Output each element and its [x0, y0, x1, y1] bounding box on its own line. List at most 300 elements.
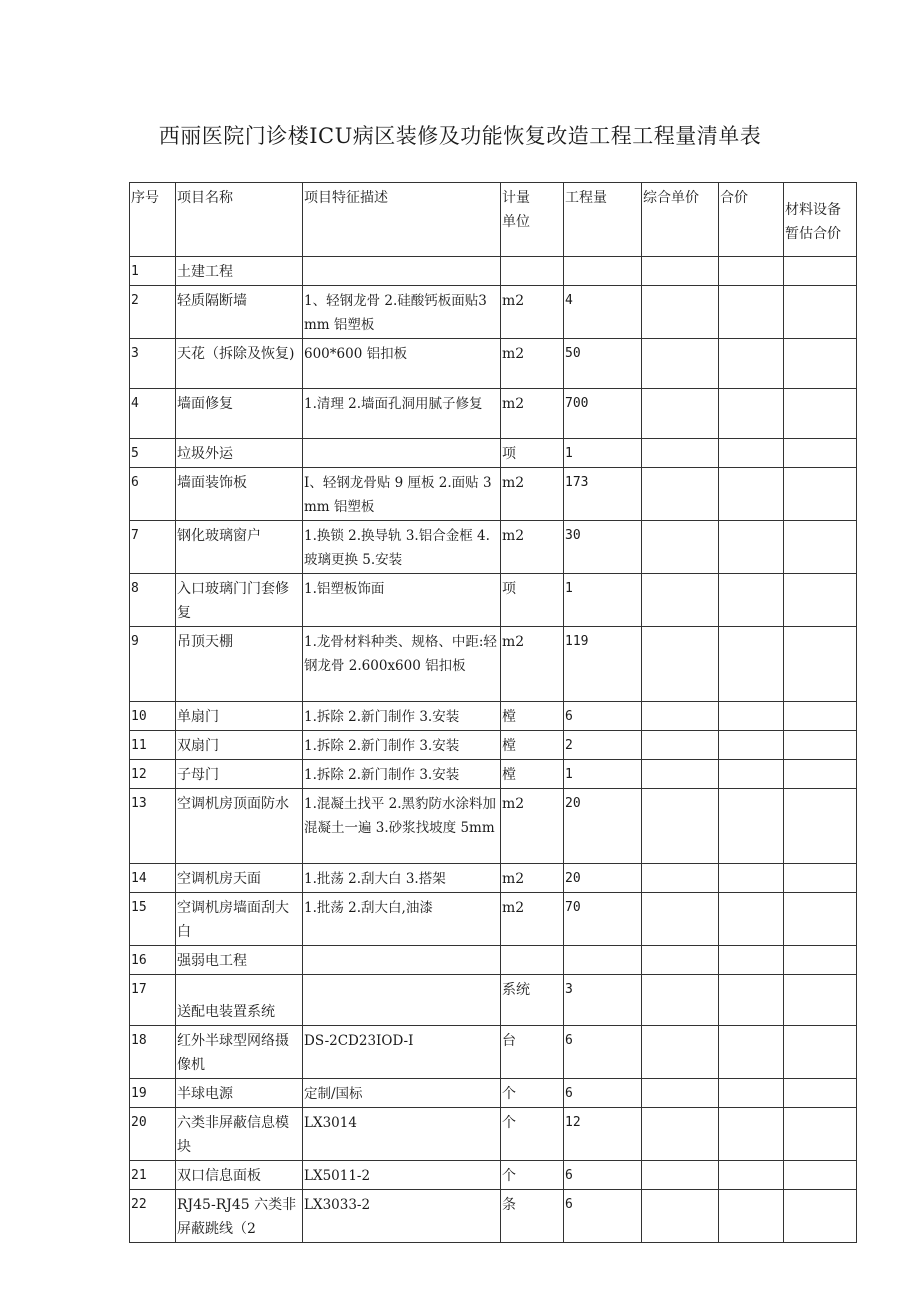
cell-total [719, 389, 784, 439]
cell-qty [564, 789, 642, 864]
cell-seq [130, 1026, 176, 1079]
cell-name [176, 1079, 303, 1108]
table-row [130, 439, 857, 468]
cell-total [719, 439, 784, 468]
cell-unit [501, 1026, 564, 1079]
cell-unit-text: 系统 [502, 982, 530, 998]
cell-desc [303, 468, 501, 521]
cell-unit-text: 条 [502, 1197, 516, 1213]
cell-qty-text: 50 [565, 346, 581, 361]
cell-total [719, 574, 784, 627]
cell-seq [130, 1108, 176, 1161]
cell-total [719, 702, 784, 731]
cell-material [784, 1026, 857, 1079]
cell-material [784, 946, 857, 975]
cell-unit [501, 1108, 564, 1161]
cell-unit [501, 760, 564, 789]
cell-qty [564, 975, 642, 1026]
cell-seq-text: 12 [131, 767, 147, 782]
header-seq: 序号 [130, 183, 176, 257]
cell-seq [130, 760, 176, 789]
cell-qty-text: 173 [565, 475, 589, 490]
cell-material [784, 1108, 857, 1161]
table-row [130, 864, 857, 893]
cell-unit [501, 893, 564, 946]
cell-qty-text: 1 [565, 767, 573, 782]
cell-name [176, 468, 303, 521]
cell-unit-text: 个 [502, 1086, 516, 1102]
cell-qty [564, 702, 642, 731]
cell-qty-text: 119 [565, 634, 589, 649]
table-row [130, 574, 857, 627]
cell-desc [303, 1079, 501, 1108]
cell-qty [564, 1190, 642, 1243]
cell-qty [564, 1026, 642, 1079]
cell-unit [501, 439, 564, 468]
cell-material [784, 975, 857, 1026]
cell-unit-text: m2 [502, 346, 525, 362]
cell-name [176, 893, 303, 946]
cell-qty-text: 6 [565, 709, 573, 724]
cell-desc-text: 1.拆除 2.新门制作 3.安装 [304, 738, 460, 754]
cell-unit-price [642, 439, 719, 468]
header-total: 合价 [719, 183, 784, 257]
table-row [130, 627, 857, 702]
header-desc: 项目特征描述 [303, 183, 501, 257]
table-row [130, 760, 857, 789]
cell-seq [130, 574, 176, 627]
header-material-line2: 暂估合价 [785, 226, 841, 242]
cell-desc [303, 1190, 501, 1243]
cell-seq-text: 10 [131, 709, 147, 724]
header-unit-line2: 单位 [502, 214, 530, 230]
table-row [130, 789, 857, 864]
cell-qty [564, 574, 642, 627]
cell-total [719, 789, 784, 864]
cell-desc-text: LX3014 [304, 1115, 357, 1131]
cell-qty-text: 6 [565, 1168, 573, 1183]
cell-unit-price [642, 257, 719, 286]
cell-name [176, 1026, 303, 1079]
cell-unit-text: m2 [502, 528, 525, 544]
table-row [130, 946, 857, 975]
cell-qty-text: 1 [565, 581, 573, 596]
cell-material [784, 339, 857, 389]
cell-seq-text: 20 [131, 1115, 147, 1130]
table-row [130, 521, 857, 574]
header-qty: 工程量 [564, 183, 642, 257]
cell-desc [303, 389, 501, 439]
cell-unit-text: m2 [502, 475, 525, 491]
cell-seq-text: 13 [131, 796, 147, 811]
cell-desc [303, 339, 501, 389]
cell-name-text: 土建工程 [177, 264, 233, 280]
cell-unit-text: 台 [502, 1033, 516, 1049]
cell-seq [130, 946, 176, 975]
cell-desc [303, 439, 501, 468]
cell-desc-text: I、轻钢龙骨贴 9 厘板 2.面贴 3mm 铝塑板 [304, 475, 492, 515]
cell-seq [130, 339, 176, 389]
table-row [130, 468, 857, 521]
cell-seq-text: 2 [131, 293, 139, 308]
cell-seq [130, 389, 176, 439]
cell-seq [130, 468, 176, 521]
cell-seq [130, 975, 176, 1026]
cell-seq [130, 521, 176, 574]
cell-name-text: 空调机房顶面防水 [177, 796, 289, 812]
table-row [130, 893, 857, 946]
cell-total [719, 521, 784, 574]
cell-desc [303, 574, 501, 627]
cell-total [719, 468, 784, 521]
cell-name [176, 257, 303, 286]
cell-name [176, 286, 303, 339]
cell-material [784, 439, 857, 468]
cell-name-text: 子母门 [177, 767, 219, 783]
cell-seq [130, 1190, 176, 1243]
cell-seq [130, 257, 176, 286]
cell-unit [501, 521, 564, 574]
cell-name-text: 双口信息面板 [177, 1168, 261, 1184]
cell-unit-text: 项 [502, 581, 516, 597]
cell-desc [303, 1161, 501, 1190]
cell-qty-text: 3 [565, 982, 573, 997]
cell-qty [564, 731, 642, 760]
cell-name-text: 墙面修复 [177, 396, 233, 412]
header-unit-price: 综合单价 [642, 183, 719, 257]
cell-desc-text: 1.换锁 2.换导轨 3.铝合金框 4.玻璃更换 5.安装 [304, 528, 490, 568]
cell-unit-text: 项 [502, 446, 516, 462]
cell-qty [564, 760, 642, 789]
cell-desc [303, 521, 501, 574]
cell-desc-text: 1.混凝土找平 2.黑豹防水涂料加混凝土一遍 3.砂浆找坡度 5mm [304, 796, 497, 836]
cell-unit [501, 627, 564, 702]
header-unit [501, 183, 564, 257]
cell-desc-text: 1.拆除 2.新门制作 3.安装 [304, 709, 460, 725]
cell-material [784, 893, 857, 946]
cell-desc-text: 1、轻钢龙骨 2.硅酸钙板面贴3mm 铝塑板 [304, 293, 487, 333]
cell-seq-text: 3 [131, 346, 139, 361]
cell-seq-text: 19 [131, 1086, 147, 1101]
cell-name [176, 389, 303, 439]
cell-qty-text: 700 [565, 396, 589, 411]
cell-unit-price [642, 893, 719, 946]
table-row [130, 286, 857, 339]
cell-seq-text: 17 [131, 982, 147, 997]
cell-unit-price [642, 1079, 719, 1108]
cell-material [784, 257, 857, 286]
cell-unit [501, 946, 564, 975]
cell-seq [130, 1079, 176, 1108]
table-row [130, 257, 857, 286]
cell-unit-price [642, 468, 719, 521]
cell-seq-text: 9 [131, 634, 139, 649]
cell-qty-text: 2 [565, 738, 573, 753]
cell-qty [564, 1161, 642, 1190]
cell-desc-text: 1.批荡 2.刮大白,油漆 [304, 900, 433, 916]
cell-name [176, 864, 303, 893]
cell-total [719, 731, 784, 760]
cell-desc-text: 1.铝塑板饰面 [304, 581, 385, 597]
cell-total [719, 975, 784, 1026]
cell-unit-price [642, 627, 719, 702]
cell-total [719, 760, 784, 789]
cell-unit-text: m2 [502, 871, 525, 887]
cell-seq-text: 15 [131, 900, 147, 915]
cell-name [176, 1108, 303, 1161]
cell-desc-text: LX3033-2 [304, 1197, 371, 1213]
cell-qty [564, 339, 642, 389]
cell-name [176, 339, 303, 389]
cell-unit-price [642, 946, 719, 975]
cell-unit [501, 574, 564, 627]
cell-material [784, 864, 857, 893]
cell-desc [303, 731, 501, 760]
cell-seq-text: 4 [131, 396, 139, 411]
cell-name-text: 天花（拆除及恢复) [177, 346, 295, 362]
cell-name [176, 521, 303, 574]
header-row [130, 183, 857, 257]
cell-seq-text: 6 [131, 475, 139, 490]
cell-qty [564, 946, 642, 975]
cell-unit-price [642, 864, 719, 893]
cell-name [176, 1190, 303, 1243]
table-row [130, 1190, 857, 1243]
cell-unit [501, 864, 564, 893]
cell-unit-text: m2 [502, 293, 525, 309]
cell-unit-text: m2 [502, 634, 525, 650]
cell-total [719, 1108, 784, 1161]
cell-name-text: 钢化玻璃窗户 [177, 528, 261, 544]
cell-qty [564, 1108, 642, 1161]
cell-name [176, 627, 303, 702]
cell-seq-text: 11 [131, 738, 147, 753]
cell-unit [501, 339, 564, 389]
cell-desc [303, 627, 501, 702]
cell-unit-text: 个 [502, 1115, 516, 1131]
cell-desc-text: LX5011-2 [304, 1168, 371, 1184]
cell-name [176, 702, 303, 731]
cell-qty-text: 6 [565, 1197, 573, 1212]
cell-qty-text: 70 [565, 900, 581, 915]
cell-seq [130, 702, 176, 731]
cell-name-text: RJ45-RJ45 六类非屏蔽跳线（2 [177, 1197, 297, 1237]
cell-seq-text: 8 [131, 581, 139, 596]
cell-desc [303, 286, 501, 339]
cell-name [176, 1161, 303, 1190]
cell-qty [564, 439, 642, 468]
cell-name-text: 吊顶天棚 [177, 634, 233, 650]
cell-material [784, 789, 857, 864]
cell-unit [501, 286, 564, 339]
cell-desc [303, 946, 501, 975]
bill-of-quantities-table [129, 182, 857, 1243]
cell-seq [130, 864, 176, 893]
cell-unit-text: m2 [502, 796, 525, 812]
cell-unit-price [642, 975, 719, 1026]
document-title: 西丽医院门诊楼ICU病区装修及功能恢复改造工程工程量清单表 [158, 124, 762, 148]
cell-unit [501, 389, 564, 439]
cell-unit-text: 樘 [502, 767, 516, 783]
table-row [130, 702, 857, 731]
cell-unit [501, 1190, 564, 1243]
cell-desc [303, 864, 501, 893]
cell-unit-price [642, 731, 719, 760]
cell-total [719, 339, 784, 389]
cell-seq [130, 627, 176, 702]
cell-total [719, 1026, 784, 1079]
cell-name-text: 轻质隔断墙 [177, 293, 247, 309]
cell-desc [303, 893, 501, 946]
cell-unit [501, 1161, 564, 1190]
cell-name [176, 760, 303, 789]
cell-qty [564, 521, 642, 574]
cell-name-text: 单扇门 [177, 709, 219, 725]
cell-desc [303, 975, 501, 1026]
cell-name-text: 送配电装置系统 [177, 1004, 275, 1020]
cell-unit-price [642, 286, 719, 339]
cell-name-text: 入口玻璃门门套修复 [177, 581, 289, 621]
cell-unit [501, 731, 564, 760]
cell-material [784, 760, 857, 789]
cell-name [176, 789, 303, 864]
cell-name-text: 墙面装饰板 [177, 475, 247, 491]
cell-unit-price [642, 1190, 719, 1243]
cell-desc [303, 257, 501, 286]
cell-material [784, 574, 857, 627]
cell-desc [303, 1108, 501, 1161]
cell-desc [303, 760, 501, 789]
cell-total [719, 864, 784, 893]
cell-qty-text: 6 [565, 1033, 573, 1048]
cell-unit-price [642, 574, 719, 627]
cell-material [784, 1190, 857, 1243]
cell-total [719, 286, 784, 339]
cell-seq-text: 16 [131, 953, 147, 968]
cell-desc [303, 789, 501, 864]
cell-material [784, 468, 857, 521]
cell-seq-text: 5 [131, 446, 139, 461]
table-row [130, 1108, 857, 1161]
cell-unit-price [642, 521, 719, 574]
cell-seq-text: 1 [131, 264, 139, 279]
cell-desc-text: DS-2CD23IOD-I [304, 1033, 414, 1049]
cell-material [784, 702, 857, 731]
cell-seq-text: 14 [131, 871, 147, 886]
cell-total [719, 1079, 784, 1108]
cell-desc-text: 1.批荡 2.刮大白 3.搭架 [304, 871, 446, 887]
cell-name-text: 半球电源 [177, 1086, 233, 1102]
cell-unit-price [642, 1161, 719, 1190]
cell-material [784, 521, 857, 574]
cell-qty [564, 864, 642, 893]
cell-unit-price [642, 760, 719, 789]
cell-desc-text: 1.清理 2.墙面孔洞用腻子修复 [304, 396, 483, 412]
cell-unit [501, 468, 564, 521]
cell-seq [130, 731, 176, 760]
cell-material [784, 1161, 857, 1190]
table-row [130, 339, 857, 389]
cell-unit-text: 樘 [502, 738, 516, 754]
cell-qty [564, 893, 642, 946]
cell-material [784, 731, 857, 760]
header-material [784, 183, 857, 257]
cell-name-text: 强弱电工程 [177, 953, 247, 969]
cell-unit-price [642, 1108, 719, 1161]
cell-total [719, 1190, 784, 1243]
cell-desc [303, 1026, 501, 1079]
cell-seq [130, 789, 176, 864]
cell-unit-price [642, 339, 719, 389]
cell-unit-price [642, 702, 719, 731]
cell-total [719, 627, 784, 702]
cell-material [784, 286, 857, 339]
cell-qty-text: 30 [565, 528, 581, 543]
cell-qty-text: 6 [565, 1086, 573, 1101]
cell-unit-price [642, 1026, 719, 1079]
cell-unit [501, 975, 564, 1026]
cell-qty [564, 1079, 642, 1108]
cell-unit-text: 个 [502, 1168, 516, 1184]
cell-seq [130, 439, 176, 468]
cell-total [719, 893, 784, 946]
cell-seq [130, 893, 176, 946]
cell-qty-text: 20 [565, 871, 581, 886]
table-row [130, 1079, 857, 1108]
cell-name [176, 731, 303, 760]
cell-seq-text: 21 [131, 1168, 147, 1183]
cell-unit [501, 257, 564, 286]
cell-desc [303, 702, 501, 731]
table-row [130, 389, 857, 439]
cell-name-text: 空调机房墙面刮大白 [177, 900, 289, 940]
cell-total [719, 946, 784, 975]
cell-unit-text: 樘 [502, 709, 516, 725]
cell-desc-text: 1.拆除 2.新门制作 3.安装 [304, 767, 460, 783]
cell-unit-text: m2 [502, 396, 525, 412]
cell-desc-text: 定制/国标 [304, 1086, 363, 1102]
table-row [130, 1026, 857, 1079]
cell-seq [130, 1161, 176, 1190]
cell-desc-text: 600*600 铝扣板 [304, 346, 408, 362]
header-material-line1: 材料设备 [785, 202, 841, 218]
cell-unit-price [642, 789, 719, 864]
table-row [130, 975, 857, 1026]
cell-unit [501, 1079, 564, 1108]
cell-material [784, 1079, 857, 1108]
cell-material [784, 389, 857, 439]
cell-seq-text: 7 [131, 528, 139, 543]
header-name: 项目名称 [176, 183, 303, 257]
table-row [130, 731, 857, 760]
cell-qty [564, 257, 642, 286]
cell-name-text: 六类非屏蔽信息模块 [177, 1115, 289, 1155]
table-row [130, 1161, 857, 1190]
cell-qty [564, 286, 642, 339]
cell-total [719, 1161, 784, 1190]
cell-name [176, 975, 303, 1026]
cell-name [176, 574, 303, 627]
cell-material [784, 627, 857, 702]
cell-total [719, 257, 784, 286]
header-unit-line1: 计量 [502, 190, 530, 206]
cell-name-text: 空调机房天面 [177, 871, 261, 887]
cell-seq-text: 22 [131, 1197, 147, 1212]
cell-unit-text: m2 [502, 900, 525, 916]
cell-seq-text: 18 [131, 1033, 147, 1048]
cell-unit [501, 789, 564, 864]
cell-name [176, 439, 303, 468]
